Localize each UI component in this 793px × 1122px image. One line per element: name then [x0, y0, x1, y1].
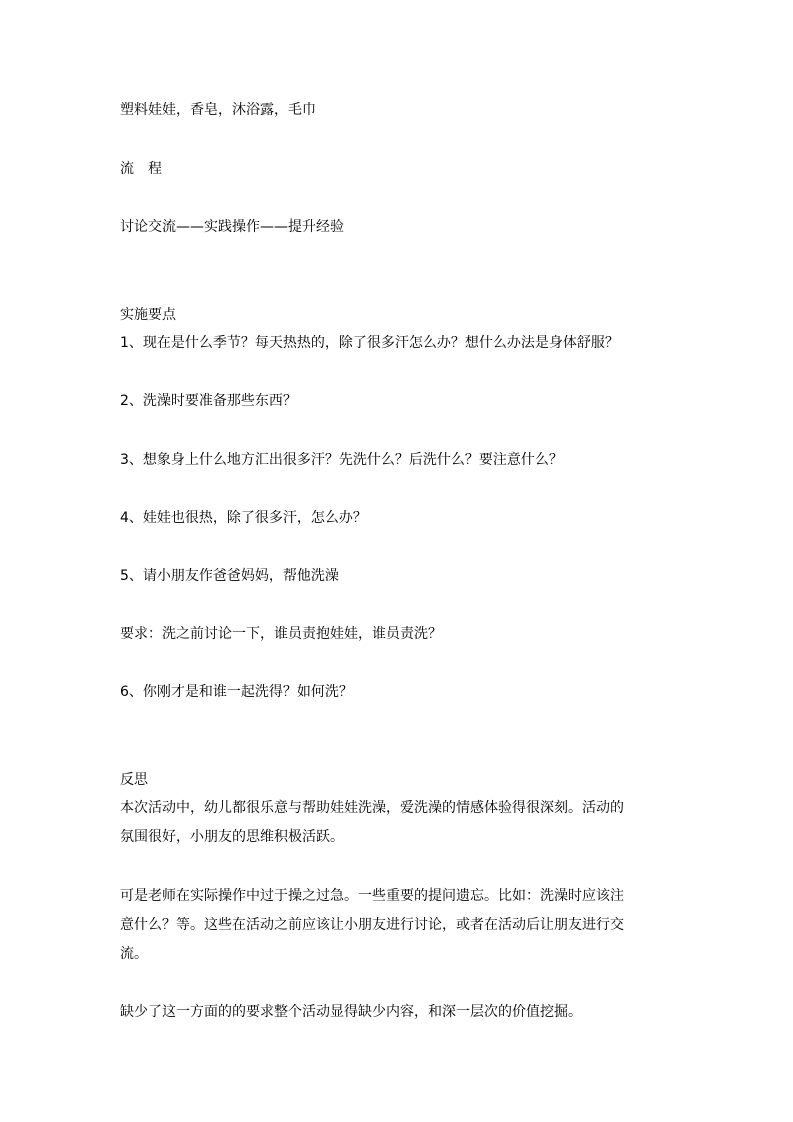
reflection-line: 氛围很好，小朋友的思维积极活跃。 — [120, 829, 344, 845]
process-heading: 流 程 — [120, 161, 162, 177]
key-point-item: 1、现在是什么季节？每天热热的，除了很多汗怎么办？想什么办法是身体舒服？ — [120, 335, 619, 351]
reflection-line: 可是老师在实际操作中过于操之过急。一些重要的提问遗忘。比如：洗澡时应该注 — [120, 888, 624, 904]
key-point-item: 6、你刚才是和谁一起洗得？如何洗？ — [120, 684, 353, 700]
reflection-line: 本次活动中，幼儿都很乐意与帮助娃娃洗澡，爱洗澡的情感体验得很深刻。活动的 — [120, 800, 624, 816]
key-point-item: 3、想象身上什么地方汇出很多汗？先洗什么？后洗什么？要注意什么？ — [120, 452, 563, 468]
key-point-item: 2、洗澡时要准备那些东西？ — [120, 393, 297, 409]
reflection-line: 意什么？等。这些在活动之前应该让小朋友进行讨论，或者在活动后让朋友进行交 — [120, 917, 624, 933]
key-point-item: 4、娃娃也很热，除了很多汗，怎么办？ — [120, 510, 367, 526]
key-point-item: 5、请小朋友作爸爸妈妈，帮他洗澡 — [120, 568, 339, 584]
materials-text: 塑料娃娃，香皂，沐浴露，毛巾 — [120, 102, 316, 118]
reflection-line: 缺少了这一方面的的要求整个活动显得缺少内容，和深一层次的价值挖掘。 — [120, 1004, 582, 1020]
process-text: 讨论交流——实践操作——提升经验 — [120, 219, 344, 235]
reflection-heading: 反思 — [120, 772, 148, 788]
key-point-requirement: 要求：洗之前讨论一下，谁员责抱娃娃，谁员责洗？ — [120, 626, 442, 642]
key-points-heading: 实施要点 — [120, 307, 176, 323]
reflection-line: 流。 — [120, 946, 148, 962]
